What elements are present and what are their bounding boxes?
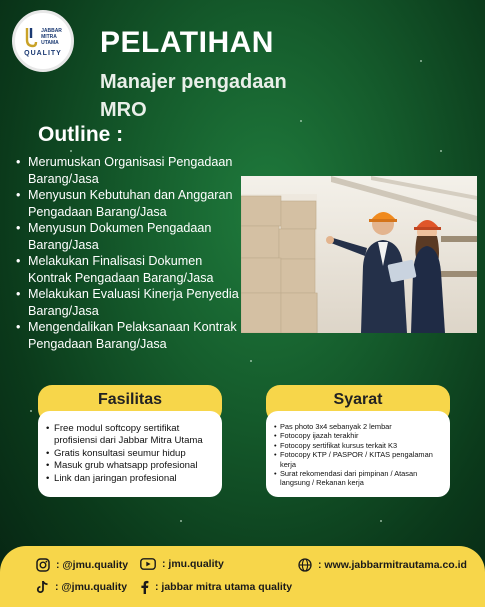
fasilitas-item: • Link dan jaringan profesional [46,473,216,485]
outline-heading: Outline : [38,123,124,146]
instagram-handle: : @jmu.quality [56,559,129,571]
syarat-item: • Pas photo 3x4 sebanyak 2 lembar [274,422,444,431]
facebook-handle: : jabbar mitra utama quality [155,581,293,593]
youtube-icon [140,558,156,570]
outline-item: • Melakukan Evaluasi Kinerja Penyedia Barang/Jasa [14,286,239,319]
outline-item: • Mengendalikan Pelaksanaan Kontrak Pengadaan Barang/Jasa [14,319,239,352]
logo-mark [24,26,62,48]
sparkle [30,410,32,412]
syarat-item: • Fotocopy sertifikat kursus terkait K3 [274,441,444,450]
syarat-list [274,422,444,488]
company-logo [12,10,74,72]
logo-quality-text: QUALITY [24,49,62,57]
logo-wordmark [41,28,62,46]
facebook-contact[interactable] [140,580,292,594]
facebook-icon [140,580,149,594]
syarat-item: • Fotocopy KTP / PASPOR / KITAS pengalaman kerja [274,450,444,469]
sparkle [180,520,182,522]
fasilitas-item: • Gratis konsultasi seumur hidup [46,448,216,460]
syarat-item: • Surat rekomendasi dari pimpinan / Atasan langsung / Rekanan kerja [274,469,444,488]
contact-footer [0,546,485,607]
sparkle [420,60,422,62]
instagram-contact[interactable] [36,558,128,572]
outline-item: • Menyusun Dokumen Pengadaan Barang/Jasa [14,220,239,253]
website-url: : www.jabbarmitrautama.co.id [318,559,467,571]
fasilitas-item: • Free modul softcopy sertifikat profisiensi dari Jabbar Mitra Utama [46,423,216,448]
warehouse-illustration [241,176,477,333]
outline-item: • Melakukan Finalisasi Dokumen Kontrak Pengadaan Barang/Jasa [14,253,239,286]
sparkle [250,360,252,362]
page-subtitle [100,68,360,124]
sparkle [380,520,382,522]
globe-icon [298,558,312,572]
youtube-handle: : jmu.quality [162,558,224,570]
tiktok-icon [36,580,49,594]
instagram-icon [36,558,50,572]
subtitle-line2: MRO [100,99,147,121]
tiktok-contact[interactable] [36,580,127,594]
page-title: PELATIHAN [100,26,274,59]
fasilitas-card [38,411,222,497]
syarat-card [266,411,450,497]
fasilitas-list [46,423,216,485]
logo-emblem-icon [24,26,38,48]
syarat-item: • Fotocopy ijazah terakhir [274,431,444,440]
outline-item: • Menyusun Kebutuhan dan Anggaran Pengadaan Barang/Jasa [14,187,239,220]
tiktok-handle: : @jmu.quality [55,581,128,593]
youtube-contact[interactable] [140,558,224,570]
fasilitas-item: • Masuk grub whatsapp profesional [46,460,216,472]
outline-item: • Merumuskan Organisasi Pengadaan Barang/Jasa [14,154,239,187]
logo-line3: UTAMA [41,39,59,46]
website-contact[interactable] [298,558,467,572]
sparkle [70,150,72,152]
subtitle-line1: Manajer pengadaan [100,71,287,93]
fasilitas-heading: Fasilitas [38,385,222,423]
logo-line2: MITRA [41,33,57,40]
logo-line1: JABBAR [41,27,62,34]
outline-list [14,154,239,352]
sparkle [440,150,442,152]
warehouse-workers-photo [241,176,477,333]
syarat-heading: Syarat [266,385,450,423]
